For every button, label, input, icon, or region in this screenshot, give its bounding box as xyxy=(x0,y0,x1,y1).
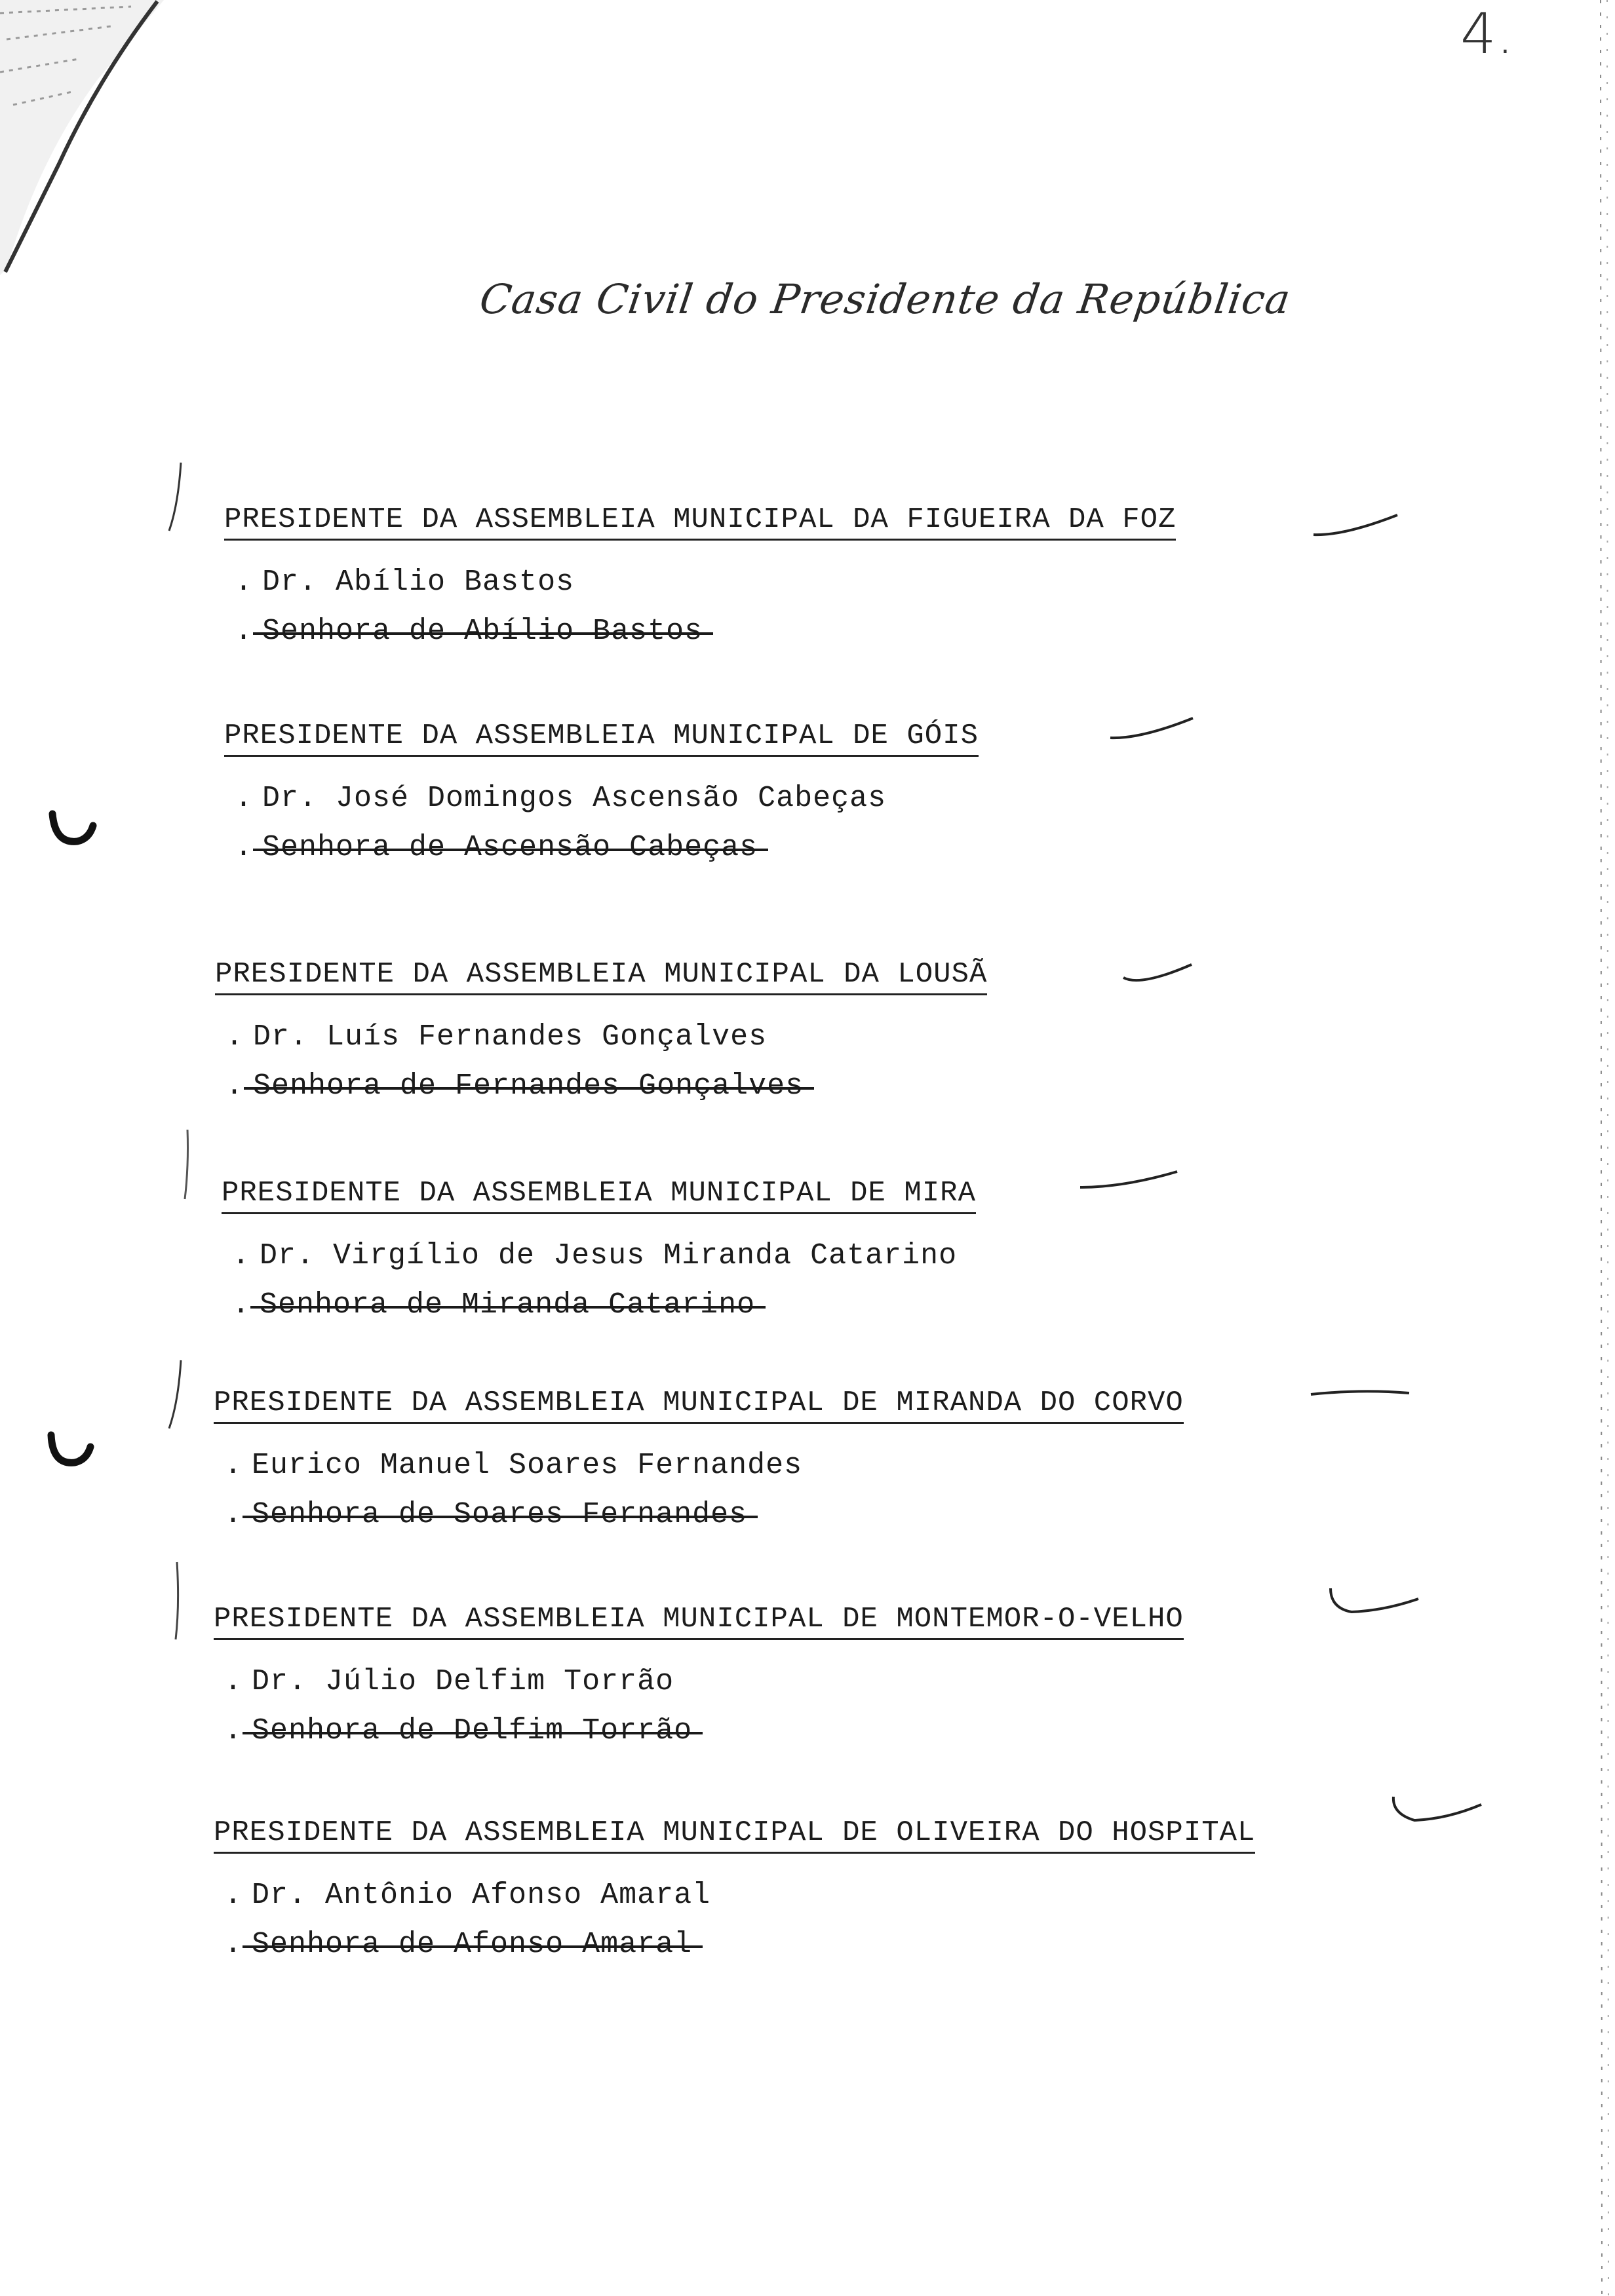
section-mira xyxy=(222,1177,976,1322)
entry-spouse: . Senhora de Miranda Catarino xyxy=(232,1288,756,1322)
entry-name: . Dr. José Domingos Ascensão Cabeças xyxy=(235,782,887,815)
margin-tick xyxy=(164,459,190,537)
entry-spouse: . Senhora de Abílio Bastos xyxy=(235,615,703,648)
name-text: Dr. Júlio Delfim Torrão xyxy=(252,1665,674,1698)
section-heading: PRESIDENTE DA ASSEMBLEIA MUNICIPAL DE GÓIS xyxy=(224,719,979,757)
check-mark-3 xyxy=(1121,961,1199,993)
entry-name: . Dr. Antônio Afonso Amaral xyxy=(224,1879,711,1912)
section-montemor-o-velho xyxy=(214,1603,1184,1748)
section-oliveira-do-hospital xyxy=(214,1816,1255,1961)
check-mark-6 xyxy=(1325,1584,1424,1624)
section-miranda-do-corvo xyxy=(214,1387,1184,1531)
check-mark-4 xyxy=(1078,1166,1182,1199)
spouse-text-struck: Senhora de Ascensão Cabeças xyxy=(262,831,758,864)
name-text: Eurico Manuel Soares Fernandes xyxy=(252,1449,803,1482)
section-heading: PRESIDENTE DA ASSEMBLEIA MUNICIPAL DA FIGUEIRA DA FOZ xyxy=(224,503,1176,541)
spouse-text-struck: Senhora de Delfim Torrão xyxy=(252,1714,693,1748)
check-mark-7 xyxy=(1388,1793,1487,1832)
spouse-text-struck: Senhora de Afonso Amaral xyxy=(252,1928,693,1961)
section-lousa xyxy=(215,958,987,1103)
check-mark-2 xyxy=(1108,714,1199,747)
name-text: Dr. Luís Fernandes Gonçalves xyxy=(253,1020,768,1054)
margin-tick xyxy=(168,1559,187,1645)
entry-spouse: . Senhora de Afonso Amaral xyxy=(224,1928,693,1961)
spouse-text-struck: Senhora de Abílio Bastos xyxy=(262,615,703,648)
scan-right-edge xyxy=(1589,0,1615,2296)
margin-tick xyxy=(164,1356,190,1435)
check-mark-1 xyxy=(1311,508,1403,541)
entry-spouse: . Senhora de Soares Fernandes xyxy=(224,1498,748,1531)
spouse-text-struck: Senhora de Soares Fernandes xyxy=(252,1498,748,1531)
section-heading: PRESIDENTE DA ASSEMBLEIA MUNICIPAL DE MONTEMOR-O-VELHO xyxy=(214,1603,1184,1640)
entry-name: . Dr. Virgílio de Jesus Miranda Catarino xyxy=(232,1239,958,1272)
entry-name: . Eurico Manuel Soares Fernandes xyxy=(224,1449,803,1482)
spouse-text-struck: Senhora de Miranda Catarino xyxy=(260,1288,756,1322)
punch-hole-mark xyxy=(45,1428,97,1474)
check-mark-5 xyxy=(1308,1384,1413,1410)
entry-name: . Dr. Júlio Delfim Torrão xyxy=(224,1665,674,1698)
section-gois xyxy=(224,719,979,864)
section-heading: PRESIDENTE DA ASSEMBLEIA MUNICIPAL DE MIRA xyxy=(222,1177,976,1214)
section-heading: PRESIDENTE DA ASSEMBLEIA MUNICIPAL DA LOUSÃ xyxy=(215,958,987,995)
punch-hole-mark xyxy=(46,806,98,852)
name-text: Dr. José Domingos Ascensão Cabeças xyxy=(262,782,887,815)
name-text: Dr. Abílio Bastos xyxy=(262,565,575,599)
entry-name: . Dr. Abílio Bastos xyxy=(235,565,575,599)
letterhead: Casa Civil do Presidente da República xyxy=(477,275,1294,323)
section-figueira-da-foz xyxy=(224,503,1176,648)
entry-spouse: . Senhora de Ascensão Cabeças xyxy=(235,831,758,864)
scan-corner-smudge xyxy=(0,0,177,275)
entry-spouse: . Senhora de Fernandes Gonçalves xyxy=(225,1069,804,1103)
margin-tick xyxy=(177,1127,197,1206)
section-heading: PRESIDENTE DA ASSEMBLEIA MUNICIPAL DE MIRANDA DO CORVO xyxy=(214,1387,1184,1424)
entry-spouse: . Senhora de Delfim Torrão xyxy=(224,1714,693,1748)
entry-name: . Dr. Luís Fernandes Gonçalves xyxy=(225,1020,768,1054)
spouse-text-struck: Senhora de Fernandes Gonçalves xyxy=(253,1069,804,1103)
page-number: 4. xyxy=(1460,1,1515,67)
section-heading: PRESIDENTE DA ASSEMBLEIA MUNICIPAL DE OLIVEIRA DO HOSPITAL xyxy=(214,1816,1255,1854)
name-text: Dr. Virgílio de Jesus Miranda Catarino xyxy=(260,1239,958,1272)
name-text: Dr. Antônio Afonso Amaral xyxy=(252,1879,711,1912)
